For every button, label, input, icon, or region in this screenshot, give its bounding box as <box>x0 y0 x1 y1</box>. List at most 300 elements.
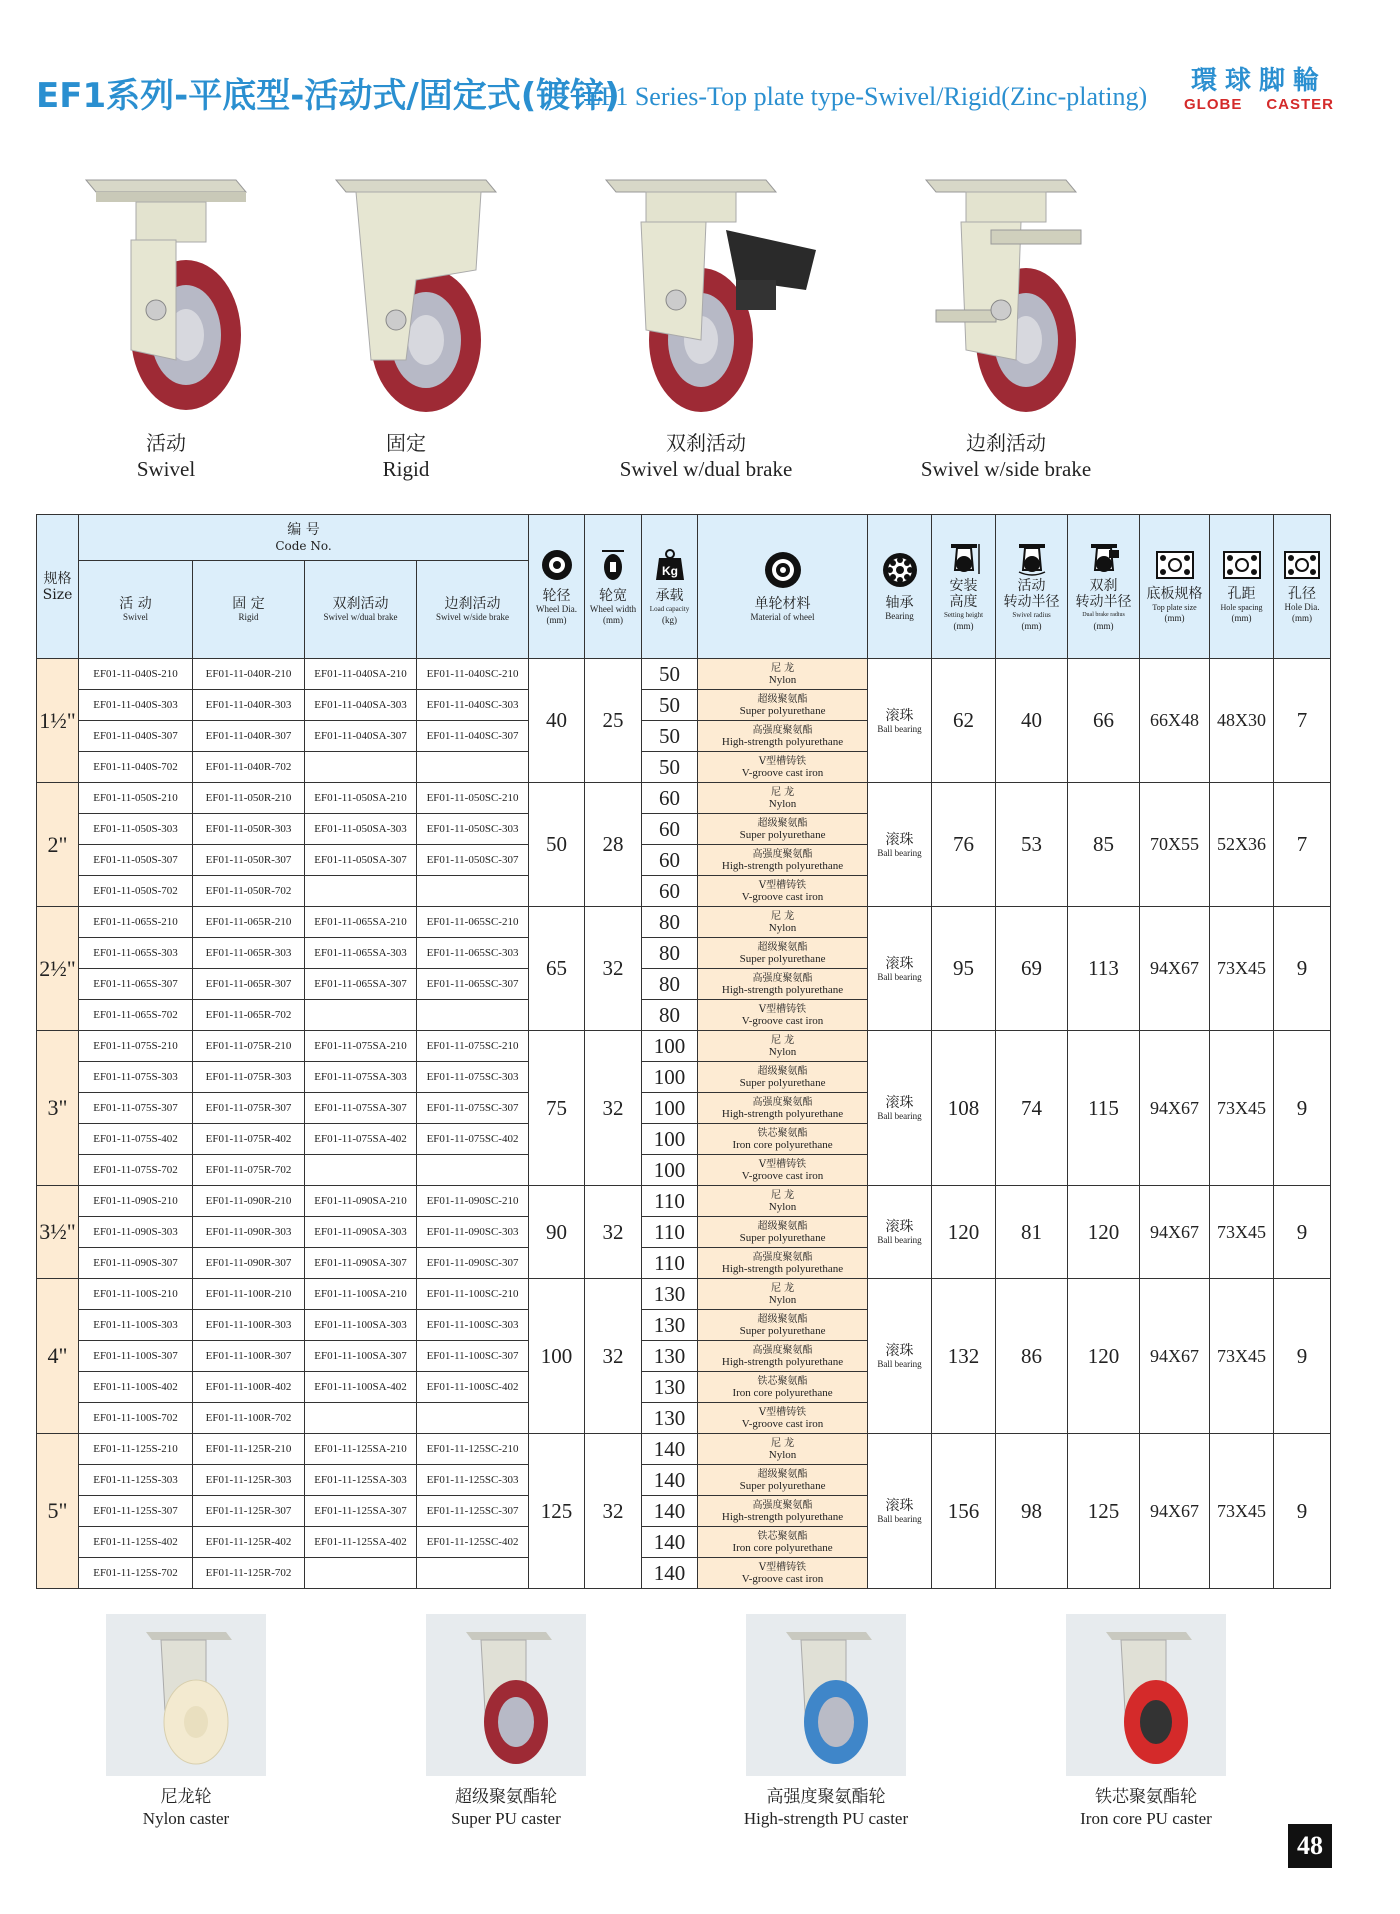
code-rigid: EF01-11-090R-210 <box>193 1186 305 1217</box>
material-cell <box>698 876 868 907</box>
code-dual-brake <box>305 1403 417 1434</box>
code-dual-brake: EF01-11-075SA-307 <box>305 1093 417 1124</box>
bearing-icon <box>881 551 919 589</box>
material-cell <box>698 1372 868 1403</box>
material-cn: 高强度聚氨酯 <box>752 1096 813 1108</box>
code-dual-brake: EF01-11-050SA-307 <box>305 845 417 876</box>
code-side-brake: EF01-11-065SC-210 <box>417 907 529 938</box>
swivel-radius-cell: 74 <box>996 1031 1068 1186</box>
side-brake-caster-image <box>896 160 1116 420</box>
material-cell <box>698 1310 868 1341</box>
load-cell: 110 <box>642 1186 698 1217</box>
code-dual-brake: EF01-11-125SA-402 <box>305 1527 417 1558</box>
bearing-cn: 滚珠 <box>885 707 914 724</box>
material-en: V-groove cast iron <box>741 1417 824 1430</box>
code-dual-brake: EF01-11-050SA-303 <box>305 814 417 845</box>
code-swivel: EF01-11-090S-303 <box>79 1217 193 1248</box>
load-cell: 110 <box>642 1248 698 1279</box>
material-cn: 超级聚氨酯 <box>757 693 808 705</box>
code-side-brake: EF01-11-090SC-210 <box>417 1186 529 1217</box>
material-cell <box>698 1248 868 1279</box>
material-cell <box>698 1279 868 1310</box>
material-en: Iron core polyurethane <box>732 1541 833 1554</box>
variant-label-cn: 铁芯聚氨酯轮 <box>1095 1787 1197 1807</box>
material-cell <box>698 1062 868 1093</box>
material-en: Nylon <box>768 921 797 934</box>
code-side-brake: EF01-11-100SC-210 <box>417 1279 529 1310</box>
brand-name-english <box>1184 96 1334 113</box>
code-dual-brake: EF01-11-100SA-307 <box>305 1341 417 1372</box>
top-plate-cell: 94X67 <box>1140 1434 1210 1589</box>
code-swivel: EF01-11-040S-307 <box>79 721 193 752</box>
code-side-brake: EF01-11-050SC-210 <box>417 783 529 814</box>
material-en: High-strength polyurethane <box>721 983 844 996</box>
product-swivel <box>36 160 296 482</box>
material-cn: 尼 龙 <box>770 910 795 922</box>
code-rigid: EF01-11-125R-210 <box>193 1434 305 1465</box>
dual-brake-radius-cell: 66 <box>1068 659 1140 783</box>
material-en: High-strength polyurethane <box>721 1262 844 1275</box>
header-setting-height: 安装 高度 Setting height (mm) <box>932 515 996 659</box>
code-side-brake: EF01-11-040SC-307 <box>417 721 529 752</box>
hole-spacing-cell: 73X45 <box>1210 1186 1274 1279</box>
material-cell <box>698 1341 868 1372</box>
material-cell <box>698 1558 868 1589</box>
header-material: 单轮材料 Material of wheel <box>698 515 868 659</box>
material-cell <box>698 1093 868 1124</box>
code-side-brake: EF01-11-040SC-210 <box>417 659 529 690</box>
load-cell: 130 <box>642 1279 698 1310</box>
bearing-cell <box>868 1031 932 1186</box>
code-rigid: EF01-11-050R-303 <box>193 814 305 845</box>
setting-height-cell: 120 <box>932 1186 996 1279</box>
material-cn: V型槽铸铁 <box>758 1158 807 1170</box>
material-en: Super polyurethane <box>739 1231 826 1244</box>
page-number: 48 <box>1288 1824 1332 1868</box>
code-swivel: EF01-11-100S-402 <box>79 1372 193 1403</box>
code-swivel: EF01-11-040S-303 <box>79 690 193 721</box>
wheel-width-cell: 32 <box>585 1186 642 1279</box>
code-dual-brake <box>305 1155 417 1186</box>
material-cn: V型槽铸铁 <box>758 1561 807 1573</box>
header-load-capacity: Kg 承载 Load capacity (kg) <box>642 515 698 659</box>
code-dual-brake: EF01-11-090SA-303 <box>305 1217 417 1248</box>
material-cell <box>698 1217 868 1248</box>
setting-height-cell: 108 <box>932 1031 996 1186</box>
load-cell: 100 <box>642 1093 698 1124</box>
setting-height-cell: 62 <box>932 659 996 783</box>
code-rigid: EF01-11-040R-702 <box>193 752 305 783</box>
wheel-dia-cell: 90 <box>529 1186 585 1279</box>
code-dual-brake: EF01-11-075SA-210 <box>305 1031 417 1062</box>
hole-diameter-icon <box>1283 550 1321 580</box>
material-cn: 超级聚氨酯 <box>757 1220 808 1232</box>
material-cn: 高强度聚氨酯 <box>752 724 813 736</box>
load-cell: 100 <box>642 1062 698 1093</box>
specification-table <box>36 514 1331 1589</box>
load-cell: 130 <box>642 1372 698 1403</box>
code-dual-brake: EF01-11-100SA-402 <box>305 1372 417 1403</box>
product-label-en: Rigid <box>382 457 430 481</box>
setting-height-cell: 132 <box>932 1279 996 1434</box>
wheel-dia-cell: 50 <box>529 783 585 907</box>
variant-label-cn: 尼龙轮 <box>160 1787 212 1807</box>
load-cell: 50 <box>642 721 698 752</box>
code-side-brake: EF01-11-050SC-303 <box>417 814 529 845</box>
table-row <box>37 783 1331 814</box>
code-swivel: EF01-11-065S-210 <box>79 907 193 938</box>
swivel-radius-cell: 86 <box>996 1279 1068 1434</box>
bearing-en: Ball bearing <box>877 723 922 734</box>
bearing-en: Ball bearing <box>877 847 922 858</box>
swivel-radius-icon <box>1015 542 1049 576</box>
bearing-cn: 滚珠 <box>885 831 914 848</box>
material-cell <box>698 1403 868 1434</box>
material-cn: 铁芯聚氨酯 <box>757 1530 808 1542</box>
material-cell <box>698 659 868 690</box>
material-en: Super polyurethane <box>739 704 826 717</box>
material-cell <box>698 721 868 752</box>
material-cell <box>698 845 868 876</box>
variant-label-en: Nylon caster <box>142 1809 230 1828</box>
dual-brake-radius-cell: 125 <box>1068 1434 1140 1589</box>
material-cell <box>698 1496 868 1527</box>
code-rigid: EF01-11-040R-303 <box>193 690 305 721</box>
variant-photo <box>426 1614 586 1776</box>
material-cn: 高强度聚氨酯 <box>752 972 813 984</box>
material-en: V-groove cast iron <box>741 890 824 903</box>
code-dual-brake <box>305 1558 417 1589</box>
code-side-brake: EF01-11-065SC-303 <box>417 938 529 969</box>
code-side-brake: EF01-11-075SC-402 <box>417 1124 529 1155</box>
material-cn: 尼 龙 <box>770 1437 795 1449</box>
load-cell: 80 <box>642 907 698 938</box>
code-rigid: EF01-11-090R-303 <box>193 1217 305 1248</box>
material-en: Nylon <box>768 673 797 686</box>
material-cn: 超级聚氨酯 <box>757 941 808 953</box>
load-cell: 60 <box>642 814 698 845</box>
code-side-brake <box>417 1155 529 1186</box>
bearing-en: Ball bearing <box>877 971 922 982</box>
material-en: High-strength polyurethane <box>721 1355 844 1368</box>
code-dual-brake: EF01-11-040SA-303 <box>305 690 417 721</box>
table-row <box>37 1279 1331 1310</box>
header-bearing: 轴承 Bearing <box>868 515 932 659</box>
load-cell: 80 <box>642 938 698 969</box>
svg-text:Kg: Kg <box>661 563 678 578</box>
material-cell <box>698 690 868 721</box>
product-label-cn: 固定 <box>386 431 426 455</box>
setting-height-cell: 156 <box>932 1434 996 1589</box>
wheel-variants <box>36 1614 1336 1834</box>
code-swivel: EF01-11-040S-702 <box>79 752 193 783</box>
code-swivel: EF01-11-100S-210 <box>79 1279 193 1310</box>
bearing-cn: 滚珠 <box>885 1095 914 1111</box>
hole-dia-cell: 9 <box>1274 1279 1331 1434</box>
top-plate-cell: 70X55 <box>1140 783 1210 907</box>
hole-spacing-cell: 52X36 <box>1210 783 1274 907</box>
code-swivel: EF01-11-050S-307 <box>79 845 193 876</box>
material-cn: V型槽铸铁 <box>758 1406 807 1418</box>
material-cn: 超级聚氨酯 <box>757 817 808 829</box>
material-cell <box>698 907 868 938</box>
code-dual-brake: EF01-11-065SA-210 <box>305 907 417 938</box>
code-side-brake: EF01-11-090SC-307 <box>417 1248 529 1279</box>
page-header <box>0 0 1400 140</box>
code-swivel: EF01-11-050S-702 <box>79 876 193 907</box>
code-side-brake: EF01-11-125SC-307 <box>417 1496 529 1527</box>
load-cell: 50 <box>642 659 698 690</box>
load-cell: 130 <box>642 1341 698 1372</box>
code-dual-brake: EF01-11-050SA-210 <box>305 783 417 814</box>
bearing-en: Ball bearing <box>877 1111 922 1121</box>
hole-spacing-cell: 73X45 <box>1210 907 1274 1031</box>
wheel-width-cell: 32 <box>585 907 642 1031</box>
material-cn: 超级聚氨酯 <box>757 1065 808 1077</box>
material-en: Nylon <box>768 1293 797 1306</box>
table-row <box>37 1434 1331 1465</box>
hole-spacing-cell: 73X45 <box>1210 1279 1274 1434</box>
dual-brake-radius-cell: 115 <box>1068 1031 1140 1186</box>
code-dual-brake <box>305 752 417 783</box>
material-cn: 高强度聚氨酯 <box>752 1344 813 1356</box>
code-side-brake: EF01-11-050SC-307 <box>417 845 529 876</box>
variant-label-cn: 超级聚氨酯轮 <box>455 1787 557 1807</box>
header-side-brake: 边刹活动 Swivel w/side brake <box>417 561 529 659</box>
code-dual-brake <box>305 1000 417 1031</box>
material-cn: 尼 龙 <box>770 786 795 798</box>
material-cell <box>698 1434 868 1465</box>
hole-dia-cell: 9 <box>1274 1186 1331 1279</box>
code-dual-brake: EF01-11-065SA-307 <box>305 969 417 1000</box>
code-rigid: EF01-11-100R-402 <box>193 1372 305 1403</box>
material-cn: 尼 龙 <box>770 1034 795 1046</box>
load-cell: 140 <box>642 1465 698 1496</box>
series-title-chinese: EF1系列-平底型-活动式/固定式(镀锌) <box>36 76 620 116</box>
dual-brake-radius-cell: 85 <box>1068 783 1140 907</box>
material-en: V-groove cast iron <box>741 1014 824 1027</box>
material-cell <box>698 783 868 814</box>
code-swivel: EF01-11-090S-210 <box>79 1186 193 1217</box>
code-swivel: EF01-11-125S-402 <box>79 1527 193 1558</box>
dual-brake-caster-image <box>586 160 826 420</box>
hole-dia-cell: 9 <box>1274 1434 1331 1589</box>
size-cell: 3" <box>37 1031 79 1186</box>
dual-brake-radius-icon <box>1087 542 1121 576</box>
dual-brake-radius-cell: 113 <box>1068 907 1140 1031</box>
iron-core-pu-caster-image <box>1066 1614 1226 1776</box>
code-rigid: EF01-11-125R-402 <box>193 1527 305 1558</box>
product-gallery <box>36 160 1336 500</box>
load-cell: 140 <box>642 1527 698 1558</box>
variant-photo <box>1066 1614 1226 1776</box>
load-cell: 140 <box>642 1496 698 1527</box>
code-dual-brake: EF01-11-075SA-402 <box>305 1124 417 1155</box>
code-rigid: EF01-11-050R-307 <box>193 845 305 876</box>
hole-dia-cell: 9 <box>1274 1031 1331 1186</box>
product-label-en: Swivel w/side brake <box>920 457 1092 481</box>
code-side-brake <box>417 1403 529 1434</box>
material-en: Super polyurethane <box>739 952 826 965</box>
variant-iron-core-pu <box>996 1614 1296 1830</box>
material-cell <box>698 752 868 783</box>
material-cell <box>698 1124 868 1155</box>
dual-brake-radius-cell: 120 <box>1068 1186 1140 1279</box>
material-cell <box>698 1527 868 1558</box>
product-dual-brake <box>576 160 836 482</box>
code-rigid: EF01-11-125R-702 <box>193 1558 305 1589</box>
swivel-radius-cell: 69 <box>996 907 1068 1031</box>
material-cn: 铁芯聚氨酯 <box>757 1127 808 1139</box>
swivel-radius-cell: 53 <box>996 783 1068 907</box>
wheel-width-icon <box>596 548 630 582</box>
material-en: High-strength polyurethane <box>721 859 844 872</box>
code-swivel: EF01-11-075S-307 <box>79 1093 193 1124</box>
nylon-caster-image <box>106 1614 266 1776</box>
table-row <box>37 659 1331 690</box>
code-side-brake <box>417 1558 529 1589</box>
header-swivel-radius: 活动 转动半径 Swivel radius (mm) <box>996 515 1068 659</box>
bearing-cell <box>868 1279 932 1434</box>
top-plate-cell: 94X67 <box>1140 1031 1210 1186</box>
code-swivel: EF01-11-100S-307 <box>79 1341 193 1372</box>
code-rigid: EF01-11-040R-210 <box>193 659 305 690</box>
product-side-brake <box>876 160 1136 482</box>
code-dual-brake: EF01-11-065SA-303 <box>305 938 417 969</box>
code-dual-brake: EF01-11-075SA-303 <box>305 1062 417 1093</box>
material-cell <box>698 1031 868 1062</box>
material-cn: 高强度聚氨酯 <box>752 1499 813 1511</box>
header-wheel-width: 轮宽 Wheel width (mm) <box>585 515 642 659</box>
material-cn: V型槽铸铁 <box>758 755 807 767</box>
load-cell: 80 <box>642 969 698 1000</box>
specification-body <box>37 659 1331 1589</box>
material-cn: 超级聚氨酯 <box>757 1468 808 1480</box>
material-cell <box>698 1155 868 1186</box>
top-plate-cell: 94X67 <box>1140 907 1210 1031</box>
wheel-dia-cell: 40 <box>529 659 585 783</box>
swivel-caster-image <box>56 160 276 420</box>
load-cell: 100 <box>642 1155 698 1186</box>
size-cell: 1½" <box>37 659 79 783</box>
code-swivel: EF01-11-100S-303 <box>79 1310 193 1341</box>
code-swivel: EF01-11-075S-303 <box>79 1062 193 1093</box>
code-swivel: EF01-11-050S-303 <box>79 814 193 845</box>
code-rigid: EF01-11-125R-307 <box>193 1496 305 1527</box>
wheel-material-icon <box>763 550 803 590</box>
dual-brake-radius-cell: 120 <box>1068 1279 1140 1434</box>
code-rigid: EF01-11-065R-210 <box>193 907 305 938</box>
swivel-radius-cell: 98 <box>996 1434 1068 1589</box>
swivel-radius-cell: 40 <box>996 659 1068 783</box>
hole-spacing-cell: 73X45 <box>1210 1031 1274 1186</box>
header-dual-brake: 双刹活动 Swivel w/dual brake <box>305 561 417 659</box>
swivel-radius-cell: 81 <box>996 1186 1068 1279</box>
code-rigid: EF01-11-050R-210 <box>193 783 305 814</box>
hole-dia-cell: 9 <box>1274 907 1331 1031</box>
product-label-cn: 边刹活动 <box>966 431 1046 455</box>
brand-word-globe: GLOBE <box>1184 96 1243 113</box>
material-cn: 铁芯聚氨酯 <box>757 1375 808 1387</box>
load-cell: 100 <box>642 1124 698 1155</box>
wheel-width-cell: 32 <box>585 1031 642 1186</box>
material-cn: V型槽铸铁 <box>758 1003 807 1015</box>
code-rigid: EF01-11-075R-702 <box>193 1155 305 1186</box>
variant-photo <box>106 1614 266 1776</box>
material-en: V-groove cast iron <box>741 1572 824 1585</box>
material-en: High-strength polyurethane <box>721 735 844 748</box>
code-side-brake: EF01-11-100SC-307 <box>417 1341 529 1372</box>
material-en: Nylon <box>768 1200 797 1213</box>
table-row <box>37 1186 1331 1217</box>
load-cell: 60 <box>642 845 698 876</box>
weight-icon <box>653 548 687 582</box>
header-swivel: 活 动 Swivel <box>79 561 193 659</box>
header-dual-brake-radius: 双刹 转动半径 Dual brake radius (mm) <box>1068 515 1140 659</box>
table-row <box>37 1031 1331 1062</box>
code-side-brake: EF01-11-075SC-210 <box>417 1031 529 1062</box>
code-rigid: EF01-11-100R-210 <box>193 1279 305 1310</box>
bearing-cell <box>868 659 932 783</box>
material-cn: 高强度聚氨酯 <box>752 1251 813 1263</box>
code-swivel: EF01-11-050S-210 <box>79 783 193 814</box>
code-swivel: EF01-11-040S-210 <box>79 659 193 690</box>
code-side-brake: EF01-11-100SC-402 <box>417 1372 529 1403</box>
size-cell: 4" <box>37 1279 79 1434</box>
material-cn: 尼 龙 <box>770 1282 795 1294</box>
material-cn: 高强度聚氨酯 <box>752 848 813 860</box>
variant-photo <box>746 1614 906 1776</box>
code-rigid: EF01-11-040R-307 <box>193 721 305 752</box>
setting-height-icon <box>947 542 981 576</box>
material-en: Super polyurethane <box>739 1324 826 1337</box>
material-cn: V型槽铸铁 <box>758 879 807 891</box>
material-en: Iron core polyurethane <box>732 1386 833 1399</box>
material-en: Nylon <box>768 1045 797 1058</box>
material-cell <box>698 938 868 969</box>
load-cell: 130 <box>642 1310 698 1341</box>
code-side-brake: EF01-11-075SC-303 <box>417 1062 529 1093</box>
code-dual-brake: EF01-11-040SA-307 <box>305 721 417 752</box>
code-rigid: EF01-11-050R-702 <box>193 876 305 907</box>
material-en: V-groove cast iron <box>741 766 824 779</box>
wheel-width-cell: 25 <box>585 659 642 783</box>
header-code-no: 编 号 Code No. <box>79 515 529 561</box>
product-label-en: Swivel w/dual brake <box>619 457 793 481</box>
bearing-cell <box>868 1434 932 1589</box>
code-dual-brake: EF01-11-100SA-303 <box>305 1310 417 1341</box>
load-cell: 130 <box>642 1403 698 1434</box>
product-label-cn: 双刹活动 <box>666 431 746 455</box>
material-cn: 尼 龙 <box>770 662 795 674</box>
header-top-plate-size: 底板规格 Top plate size (mm) <box>1140 515 1210 659</box>
code-side-brake: EF01-11-075SC-307 <box>417 1093 529 1124</box>
brand-name-chinese: 環球脚輪 <box>1190 66 1327 96</box>
load-cell: 110 <box>642 1217 698 1248</box>
load-cell: 50 <box>642 690 698 721</box>
variant-label-cn: 高强度聚氨酯轮 <box>766 1787 886 1807</box>
code-side-brake: EF01-11-040SC-303 <box>417 690 529 721</box>
code-swivel: EF01-11-065S-307 <box>79 969 193 1000</box>
wheel-diameter-icon <box>540 548 574 582</box>
wheel-dia-cell: 100 <box>529 1279 585 1434</box>
variant-label-en: High-strength PU caster <box>743 1809 909 1828</box>
wheel-dia-cell: 65 <box>529 907 585 1031</box>
top-plate-icon <box>1155 550 1195 580</box>
hole-dia-cell: 7 <box>1274 783 1331 907</box>
variant-label-en: Super PU caster <box>451 1809 561 1828</box>
code-dual-brake: EF01-11-100SA-210 <box>305 1279 417 1310</box>
